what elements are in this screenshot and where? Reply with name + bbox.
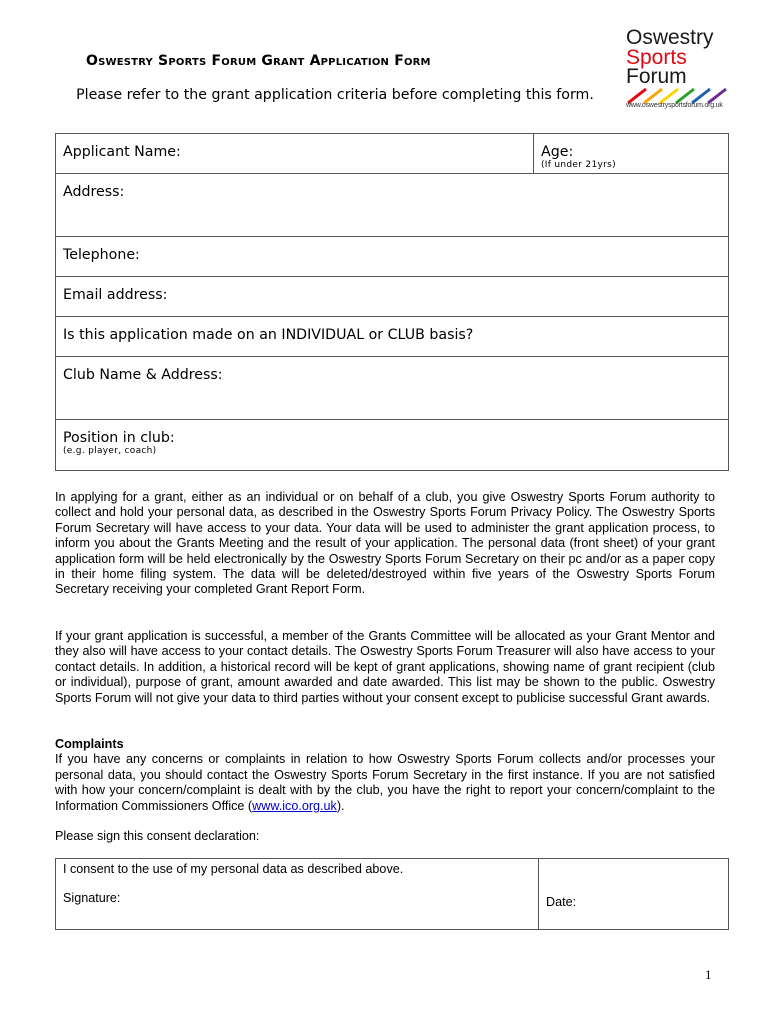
form-subtitle: Please refer to the grant application criteria before completing this form. xyxy=(76,87,594,103)
logo-url: www.oswestrysportsforum.org.uk xyxy=(626,102,723,109)
email-label: Email address: xyxy=(63,287,168,303)
applicant-name-label: Applicant Name: xyxy=(63,144,181,160)
complaints-section xyxy=(55,737,715,814)
ico-link[interactable]: www.ico.org.uk xyxy=(252,798,337,813)
position-in-club-hint: (e.g. player, coach) xyxy=(63,446,157,456)
address-label: Address: xyxy=(63,184,125,200)
telephone-field[interactable] xyxy=(56,237,729,277)
application-basis-field[interactable] xyxy=(56,317,729,357)
consent-table xyxy=(55,858,729,930)
sign-prompt: Please sign this consent declaration: xyxy=(55,829,260,843)
date-label: Date: xyxy=(546,895,577,909)
telephone-label: Telephone: xyxy=(63,247,140,263)
position-in-club-field[interactable] xyxy=(56,420,729,471)
age-label: Age: xyxy=(541,144,574,160)
complaints-text: If you have any concerns or complaints in relation to how Oswestry Sports Forum collects and/or processes your personal data, you should contact the Oswestry Sports Forum Secretary in the first instance. If you are not satisfied with how your concern/complaint is dealt with by the club, you have the right to report your concern/complaint to the Information Commissioners Office ( xyxy=(55,752,715,813)
signature-field[interactable] xyxy=(56,859,539,930)
date-field[interactable] xyxy=(539,859,729,930)
logo-line-3: Forum xyxy=(626,65,687,88)
age-hint: (If under 21yrs) xyxy=(541,160,616,170)
club-name-address-label: Club Name & Address: xyxy=(63,367,223,383)
consent-statement: I consent to the use of my personal data as described above. xyxy=(63,862,404,876)
complaints-text-end: ). xyxy=(336,798,345,813)
email-field[interactable] xyxy=(56,277,729,317)
signature-label: Signature: xyxy=(63,891,121,905)
club-name-address-field[interactable] xyxy=(56,357,729,420)
oswestry-sports-forum-logo xyxy=(624,26,728,114)
grant-mentor-paragraph: If your grant application is successful, a member of the Grants Committee will be allocated as your Grant Mentor and they also will have access to your contact details. The Oswestry Sports Forum Treasurer will also have access to your contact details. In addition, a historical record will be kept of grant applications, showing name of grant recipient (club or individual), purpose of grant, amount awarded and date awarded. This list may be shown to the public. Oswestry Sports Forum will not give your data to third parties without your consent except to publicise successful Grant awards. xyxy=(55,629,715,705)
data-usage-paragraph: In applying for a grant, either as an individual or on behalf of a club, you give Oswestry Sports Forum authority to collect and hold your personal data, as described in the Oswestry Sports Forum Privacy Policy. The Oswestry Sports Forum Secretary will have access to your data. Your data will be used to administer the grant application process, to inform you about the Grants Meeting and the result of your application. The personal data (front sheet) of your grant application form will be held electronically by the Oswestry Sports Forum Secretary on their pc and/or as a paper copy in their home filing system. The data will be deleted/destroyed within five years of the Oswestry Sports Forum Secretary receiving your completed Grant Report Form. xyxy=(55,490,715,597)
application-basis-label: Is this application made on an INDIVIDUAL or CLUB basis? xyxy=(63,327,474,343)
form-title: Oswestry Sports Forum Grant Application Form xyxy=(86,53,431,69)
logo-line-2: Sports xyxy=(626,46,687,69)
page-number: 1 xyxy=(705,967,712,982)
logo-line-1: Oswestry xyxy=(626,26,714,49)
age-field[interactable] xyxy=(534,134,729,174)
complaints-heading: Complaints xyxy=(55,737,124,751)
position-in-club-label: Position in club: xyxy=(63,430,175,446)
applicant-name-field[interactable] xyxy=(56,134,534,174)
applicant-details-table xyxy=(55,133,729,471)
address-field[interactable] xyxy=(56,174,729,237)
